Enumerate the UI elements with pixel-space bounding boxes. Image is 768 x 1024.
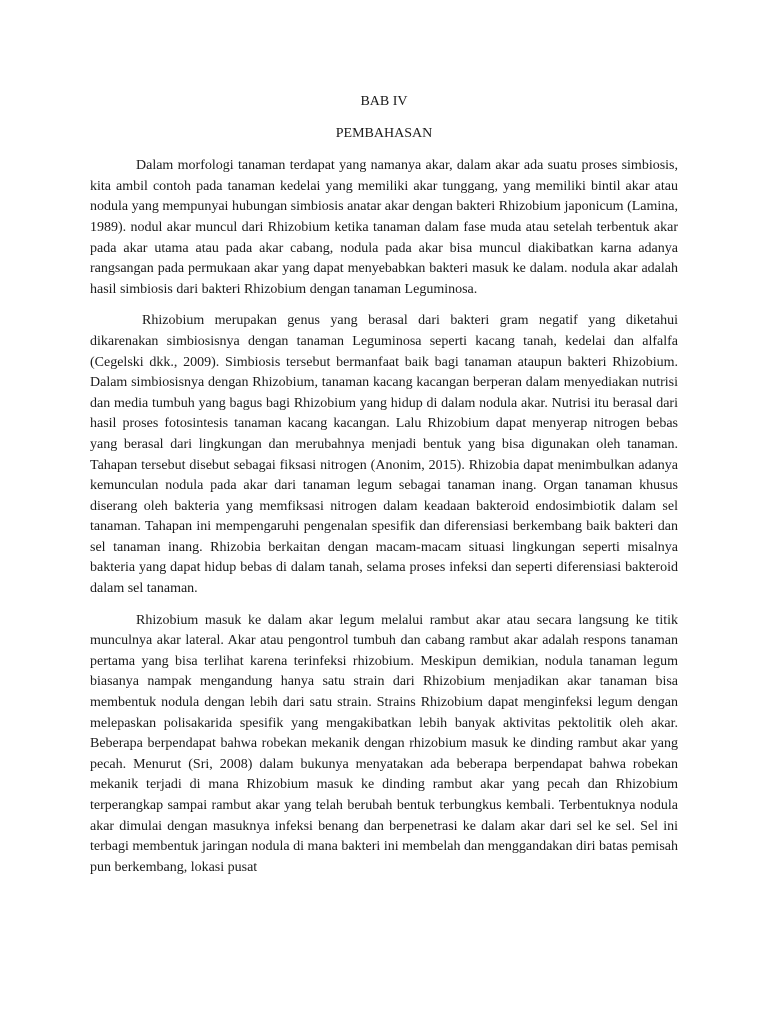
paragraph-1: Dalam morfologi tanaman terdapat yang namanya akar, dalam akar ada suatu proses simbiosis, kita ambil contoh pada tanaman kedelai yang memiliki akar tunggang, yang memiliki bintil akar atau nodula yang mempunyai hubungan simbiosis anatar akar dengan bakteri Rhizobium japonicum (Lamina, 1989). nodul akar muncul dari Rhizobium ketika tanaman dalam fase muda atau setelah terbentuk akar pada akar utama atau pada akar cabang, nodula pada akar bisa muncul diakibatkan karna adanya rangsangan pada permukaan akar yang dapat menyebabkan bakteri masuk ke dalam. nodula akar adalah hasil simbiosis dari bakteri Rhizobium dengan tanaman Leguminosa. [90,158,678,297]
section-title: PEMBAHASAN [335,125,433,141]
paragraph-2: Rhizobium merupakan genus yang berasal dari bakteri gram negatif yang diketahui dikarenakan simbiosisnya dengan tanaman Leguminosa seperti kacang tanah, kedelai dan alfalfa (Cegelski dkk., 2009). Simbiosis tersebut bermanfaat baik bagi tanaman ataupun bakteri Rhizobium. Dalam simbiosisnya dengan Rhizobium, tanaman kacang kacangan berperan dalam menyediakan nutrisi dan media tumbuh yang bagus bagi Rhizobium yang hidup di dalam nodula akar. Nutrisi itu berasal dari hasil proses fotosintesis tanaman kacang kacangan. Lalu Rhizobium dapat menyerap nitrogen bebas yang berasal dari lingkungan dan merubahnya menjadi bentuk yang bisa digunakan oleh tanaman. Tahapan tersebut disebut sebagai fiksasi nitrogen (Anonim, 2015). Rhizobia dapat menimbulkan adanya kemunculan nodula pada akar dari tanaman legum sebagai tanaman inang. Organ tanaman khusus diserang oleh bakteria yang memfiksasi nitrogen dalam keadaan bakteroid endosimbiotik dalam sel tanaman. Tahapan ini mempengaruhi pengenalan spesifik dan diferensiasi berkembang baik bakteri dan sel tanaman inang. Rhizobia berkaitan dengan macam-macam situasi lingkungan seperti misalnya bakteria yang dapat hidup bebas di dalam tanah, selama proses infeksi dan seperti diferensiasi bakteroid dalam sel tanaman. [90,313,678,597]
document-page [90,92,678,889]
chapter-heading: BAB IV [360,94,408,109]
paragraph-3: Rhizobium masuk ke dalam akar legum melalui rambut akar atau secara langsung ke titik munculnya akar lateral. Akar atau pengontrol tumbuh dan cabang rambut akar adalah respons tanaman pertama yang bisa terlihat karena terinfeksi rhizobium. Meskipun demikian, nodula tanaman legum biasanya nampak mengandung hanya satu strain dari Rhizobium menjadikan akar tanaman bisa membentuk nodula dengan lebih dari satu strain. Strains Rhizobium dapat menginfeksi legum dengan melepaskan polisakarida spesifik yang mengakibatkan lebih banyak aktivitas pektolitik oleh akar. Beberapa berpendapat bahwa robekan mekanik dengan rhizobium masuk ke dinding rambut akar yang pecah. Menurut (Sri, 2008) dalam bukunya menyatakan ada beberapa berpendapat bahwa robekan mekanik terjadi di mana Rhizobium masuk ke dinding rambut akar yang pecah dan Rhizobium terperangkap sampai rambut akar yang telah berubah bentuk terbungkus kembali. Terbentuknya nodula akar dimulai dengan masuknya infeksi benang dan berpenetrasi ke dalam akar dari sel ke sel. Sel ini terbagi membentuk jaringan nodula di mana bakteri ini membelah dan menggandakan diri batas pemisah pun berkembang, lokasi pusat [90,612,678,875]
